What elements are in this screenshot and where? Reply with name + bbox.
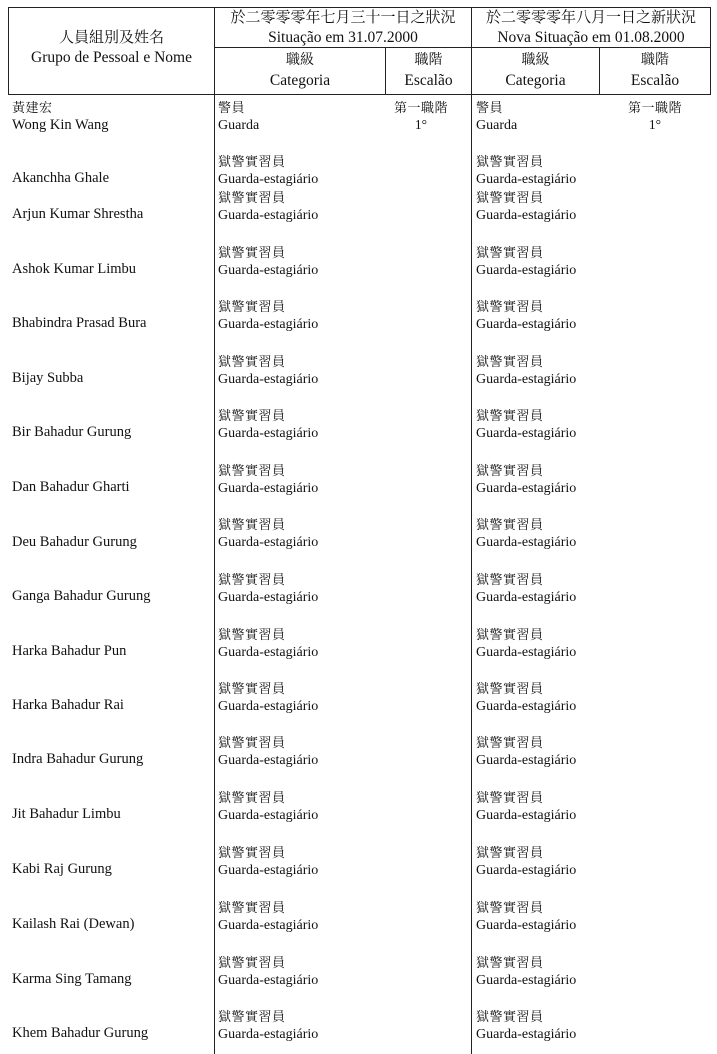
- row-name: Arjun Kumar Shrestha: [12, 206, 144, 222]
- row-name: Dan Bahadur Gharti: [12, 479, 130, 495]
- row-new-category: [476, 354, 576, 388]
- row-new-category-zh: 獄警實習員: [476, 246, 544, 261]
- row-old-category: [218, 354, 318, 388]
- new-grade-header: [600, 51, 710, 91]
- group-header-zh: 人員組別及姓名: [58, 30, 164, 46]
- first-row-old-grade-value: 1°: [414, 117, 428, 132]
- row-new-category: [476, 463, 576, 497]
- row-new-category-pt: Guarda-estagiário: [476, 263, 577, 278]
- column-divider-name: [214, 7, 215, 1054]
- row-new-category-zh: 獄警實習員: [476, 355, 544, 370]
- row-old-category-pt: Guarda-estagiário: [218, 1027, 319, 1042]
- row-name: Kabi Raj Gurung: [12, 861, 112, 877]
- row-new-category: [476, 1009, 576, 1043]
- row-new-category: [476, 627, 576, 661]
- first-row-new-category-pt: Guarda: [476, 118, 518, 133]
- row-old-category-pt: Guarda-estagiário: [218, 481, 319, 496]
- row-new-category-pt: Guarda-estagiário: [476, 645, 577, 660]
- row-old-category-pt: Guarda-estagiário: [218, 753, 319, 768]
- header-bottom-rule: [8, 94, 711, 95]
- first-row-old-category-pt: Guarda: [218, 118, 260, 133]
- first-row-new-category: [476, 100, 517, 134]
- row-name: Khem Bahadur Gurung: [12, 1025, 149, 1041]
- new-category-header: [472, 51, 599, 91]
- row-old-category-zh: 獄警實習員: [218, 791, 286, 806]
- row-old-category: [218, 463, 318, 497]
- row-old-category: [218, 790, 318, 824]
- row-new-category-zh: 獄警實習員: [476, 628, 544, 643]
- row-name: Bijay Subba: [12, 370, 84, 386]
- row-new-category: [476, 735, 576, 769]
- row-new-category: [476, 900, 576, 934]
- row-old-category-pt: Guarda-estagiário: [218, 863, 319, 878]
- new-period-header: [472, 8, 710, 48]
- row-new-category-zh: 獄警實習員: [476, 791, 544, 806]
- first-row-old-category-zh: 警員: [218, 101, 246, 116]
- row-old-category-pt: Guarda-estagiário: [218, 699, 319, 714]
- row-old-category: [218, 190, 318, 224]
- row-name: Harka Bahadur Rai: [12, 697, 124, 713]
- row-new-category: [476, 517, 576, 551]
- row-old-category-zh: 獄警實習員: [218, 628, 286, 643]
- new-period-pt: Nova Situação em 01.08.2000: [497, 29, 685, 46]
- row-old-category: [218, 572, 318, 606]
- group-header: [9, 28, 214, 68]
- row-new-category-pt: Guarda-estagiário: [476, 426, 577, 441]
- row-new-category-zh: 獄警實習員: [476, 518, 544, 533]
- row-name: Harka Bahadur Pun: [12, 643, 127, 659]
- row-new-category-pt: Guarda-estagiário: [476, 699, 577, 714]
- first-row-new-grade: [620, 101, 690, 133]
- row-new-category-pt: Guarda-estagiário: [476, 753, 577, 768]
- row-old-category-zh: 獄警實習員: [218, 846, 286, 861]
- row-new-category-pt: Guarda-estagiário: [476, 1027, 577, 1042]
- first-row-name: [12, 100, 108, 134]
- row-new-category: [476, 845, 576, 879]
- old-category-header: [215, 51, 385, 91]
- row-old-category-zh: 獄警實習員: [218, 409, 286, 424]
- row-new-category: [476, 154, 576, 188]
- new-category-zh: 職級: [521, 53, 550, 68]
- row-old-category: [218, 245, 318, 279]
- row-old-category-pt: Guarda-estagiário: [218, 426, 319, 441]
- row-new-category: [476, 955, 576, 989]
- row-new-category-zh: 獄警實習員: [476, 901, 544, 916]
- new-grade-zh: 職階: [641, 53, 669, 68]
- row-new-category: [476, 245, 576, 279]
- old-period-zh: 於二零零零年七月三十一日之狀況: [230, 10, 456, 26]
- row-name: Ganga Bahadur Gurung: [12, 588, 151, 604]
- row-old-category-zh: 獄警實習員: [218, 518, 286, 533]
- old-grade-zh: 職階: [414, 53, 443, 68]
- old-grade-header: [386, 51, 471, 91]
- row-old-category: [218, 627, 318, 661]
- first-row-new-grade-value: 1°: [648, 117, 662, 132]
- row-new-category: [476, 572, 576, 606]
- row-old-category-pt: Guarda-estagiário: [218, 590, 319, 605]
- row-new-category-pt: Guarda-estagiário: [476, 863, 577, 878]
- row-old-category-pt: Guarda-estagiário: [218, 317, 319, 332]
- row-old-category-zh: 獄警實習員: [218, 355, 286, 370]
- row-new-category: [476, 790, 576, 824]
- row-name: Akanchha Ghale: [12, 170, 110, 186]
- row-old-category-pt: Guarda-estagiário: [218, 172, 319, 187]
- row-new-category-pt: Guarda-estagiário: [476, 535, 577, 550]
- row-old-category-zh: 獄警實習員: [218, 682, 286, 697]
- group-header-pt: Grupo de Pessoal e Nome: [31, 49, 192, 66]
- row-old-category: [218, 735, 318, 769]
- row-new-category: [476, 299, 576, 333]
- row-old-category-pt: Guarda-estagiário: [218, 973, 319, 988]
- row-new-category-pt: Guarda-estagiário: [476, 973, 577, 988]
- row-new-category-zh: 獄警實習員: [476, 573, 544, 588]
- row-new-category-zh: 獄警實習員: [476, 155, 544, 170]
- first-row-old-grade: [386, 101, 456, 133]
- old-category-pt: Categoria: [269, 72, 331, 89]
- row-name: Ashok Kumar Limbu: [12, 261, 137, 277]
- row-old-category: [218, 681, 318, 715]
- row-old-category-pt: Guarda-estagiário: [218, 263, 319, 278]
- row-old-category: [218, 845, 318, 879]
- row-old-category-zh: 獄警實習員: [218, 736, 286, 751]
- row-old-category-zh: 獄警實習員: [218, 464, 286, 479]
- row-old-category-zh: 獄警實習員: [218, 155, 286, 170]
- row-old-category: [218, 955, 318, 989]
- row-new-category: [476, 408, 576, 442]
- row-old-category-pt: Guarda-estagiário: [218, 208, 319, 223]
- row-name: Kailash Rai (Dewan): [12, 916, 135, 932]
- row-new-category-pt: Guarda-estagiário: [476, 590, 577, 605]
- row-old-category: [218, 154, 318, 188]
- row-old-category-pt: Guarda-estagiário: [218, 645, 319, 660]
- row-new-category-pt: Guarda-estagiário: [476, 372, 577, 387]
- row-new-category: [476, 681, 576, 715]
- row-new-category-zh: 獄警實習員: [476, 846, 544, 861]
- row-new-category-zh: 獄警實習員: [476, 464, 544, 479]
- row-old-category-zh: 獄警實習員: [218, 191, 286, 206]
- row-new-category-zh: 獄警實習員: [476, 682, 544, 697]
- row-name: Deu Bahadur Gurung: [12, 534, 137, 550]
- row-new-category-pt: Guarda-estagiário: [476, 172, 577, 187]
- row-old-category: [218, 1009, 318, 1043]
- row-new-category-zh: 獄警實習員: [476, 300, 544, 315]
- row-old-category: [218, 408, 318, 442]
- row-new-category: [476, 190, 576, 224]
- row-name: Bhabindra Prasad Bura: [12, 315, 147, 331]
- old-grade-pt: Escalão: [404, 72, 453, 89]
- row-new-category-zh: 獄警實習員: [476, 409, 544, 424]
- first-row-old-category: [218, 100, 259, 134]
- first-row-name-zh: 黃建宏: [12, 101, 53, 116]
- first-row-new-category-zh: 警員: [476, 101, 504, 116]
- row-new-category-pt: Guarda-estagiário: [476, 317, 577, 332]
- row-old-category-zh: 獄警實習員: [218, 300, 286, 315]
- row-name: Indra Bahadur Gurung: [12, 751, 144, 767]
- first-row-old-grade-zh: 第一職階: [393, 101, 448, 116]
- row-new-category-zh: 獄警實習員: [476, 736, 544, 751]
- row-old-category-pt: Guarda-estagiário: [218, 372, 319, 387]
- row-new-category-zh: 獄警實習員: [476, 1010, 544, 1025]
- row-old-category-pt: Guarda-estagiário: [218, 918, 319, 933]
- row-name: Jit Bahadur Limbu: [12, 806, 121, 822]
- new-grade-pt: Escalão: [630, 72, 680, 89]
- row-new-category-pt: Guarda-estagiário: [476, 918, 577, 933]
- new-period-zh: 於二零零零年八月一日之新狀況: [485, 10, 696, 26]
- row-new-category-zh: 獄警實習員: [476, 191, 544, 206]
- old-category-zh: 職級: [286, 53, 314, 68]
- right-border: [710, 7, 711, 95]
- row-old-category-zh: 獄警實習員: [218, 246, 286, 261]
- first-row-name-pt: Wong Kin Wang: [12, 117, 109, 133]
- row-old-category-zh: 獄警實習員: [218, 573, 286, 588]
- row-new-category-pt: Guarda-estagiário: [476, 481, 577, 496]
- row-old-category-zh: 獄警實習員: [218, 1010, 286, 1025]
- row-old-category-pt: Guarda-estagiário: [218, 808, 319, 823]
- row-old-category-pt: Guarda-estagiário: [218, 535, 319, 550]
- row-old-category-zh: 獄警實習員: [218, 901, 286, 916]
- row-old-category-zh: 獄警實習員: [218, 956, 286, 971]
- row-new-category-pt: Guarda-estagiário: [476, 208, 577, 223]
- new-category-pt: Categoria: [505, 72, 566, 89]
- row-old-category: [218, 900, 318, 934]
- row-name: Bir Bahadur Gurung: [12, 424, 132, 440]
- row-name: Karma Sing Tamang: [12, 971, 132, 987]
- column-divider-period: [471, 7, 472, 1054]
- old-period-pt: Situação em 31.07.2000: [268, 29, 418, 46]
- row-old-category: [218, 299, 318, 333]
- first-row-new-grade-zh: 第一職階: [627, 101, 682, 116]
- row-old-category: [218, 517, 318, 551]
- row-new-category-pt: Guarda-estagiário: [476, 808, 577, 823]
- row-new-category-zh: 獄警實習員: [476, 956, 544, 971]
- old-period-header: [215, 8, 471, 48]
